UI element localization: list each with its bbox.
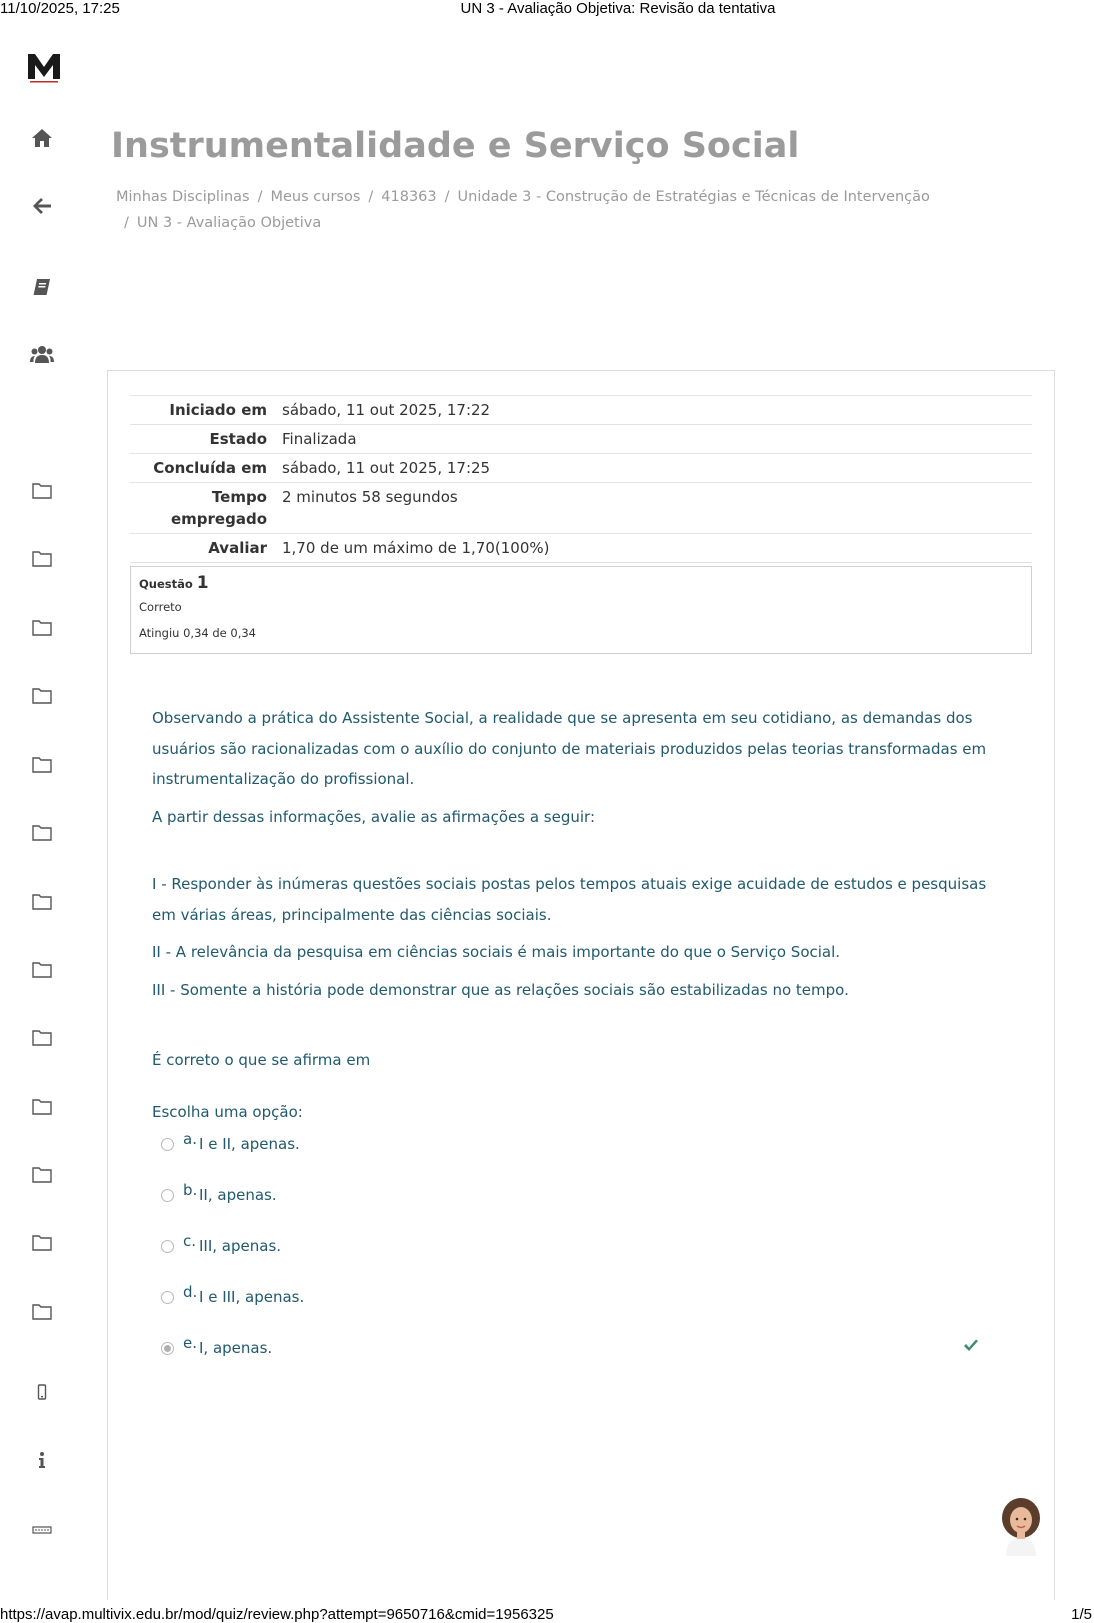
keyboard-icon[interactable]: [30, 1518, 54, 1542]
breadcrumb-separator: /: [368, 189, 374, 205]
summary-label: Avaliar: [208, 539, 267, 557]
option-c[interactable]: [152, 1232, 1012, 1286]
folder-icon[interactable]: [30, 957, 54, 981]
breadcrumb-item-avaliacao[interactable]: UN 3 - Avaliação Objetiva: [136, 215, 322, 231]
print-datetime: 11/10/2025, 17:25: [0, 0, 120, 17]
summary-row-state: [130, 425, 1032, 454]
folder-icon[interactable]: [30, 683, 54, 707]
folder-icon[interactable]: [30, 615, 54, 639]
print-page-number: 1/5: [1071, 1606, 1092, 1623]
breadcrumb: [116, 184, 1056, 236]
breadcrumb-separator: /: [444, 189, 450, 205]
option-d[interactable]: [152, 1283, 1012, 1337]
folder-icon[interactable]: [30, 820, 54, 844]
option-label: II, apenas.: [199, 1186, 277, 1204]
print-url: https://avap.multivix.edu.br/mod/quiz/review.php?attempt=9650716&cmid=1956325: [0, 1606, 554, 1623]
question-info-box: [130, 566, 1032, 654]
back-arrow-icon[interactable]: [30, 194, 54, 218]
question-state: Correto: [139, 600, 182, 614]
option-label: I e III, apenas.: [199, 1288, 305, 1306]
folder-icon[interactable]: [30, 1299, 54, 1323]
option-label: III, apenas.: [199, 1237, 282, 1255]
summary-row-time-taken: [130, 483, 1032, 534]
option-label: I e II, apenas.: [199, 1135, 300, 1153]
folder-icon[interactable]: [30, 478, 54, 502]
book-icon[interactable]: [30, 275, 54, 299]
question-ask: É correto o que se afirma em: [152, 1051, 371, 1069]
question-grade: Atingiu 0,34 de 0,34: [139, 626, 256, 640]
option-letter: b.: [183, 1181, 198, 1199]
option-a[interactable]: [152, 1130, 1012, 1184]
folder-icon[interactable]: [30, 546, 54, 570]
breadcrumb-item-disciplinas[interactable]: Minhas Disciplinas: [116, 189, 250, 205]
breadcrumb-item-unidade[interactable]: Unidade 3 - Construção de Estratégias e Técnicas de Intervenção: [457, 189, 930, 205]
sidebar: [0, 40, 86, 1595]
correct-check-icon: [963, 1338, 979, 1356]
question-text: [152, 703, 1012, 1083]
question-label: Questão: [139, 577, 193, 591]
users-icon[interactable]: [30, 342, 54, 366]
breadcrumb-item-meus-cursos[interactable]: Meus cursos: [270, 189, 361, 205]
option-label: I, apenas.: [199, 1339, 273, 1357]
info-icon[interactable]: [30, 1448, 54, 1472]
radio-button[interactable]: [161, 1138, 174, 1151]
option-letter: d.: [183, 1283, 198, 1301]
home-icon[interactable]: [30, 126, 54, 150]
summary-label: Estado: [209, 430, 267, 448]
statement-2: II - A relevância da pesquisa em ciências sociais é mais importante do que o Serviço Social.: [152, 943, 841, 961]
summary-value: Finalizada: [282, 430, 357, 448]
summary-label: Iniciado em: [169, 401, 267, 419]
option-e[interactable]: [152, 1334, 1012, 1388]
quiz-review-card: [107, 370, 1055, 1600]
folder-icon[interactable]: [30, 1162, 54, 1186]
choose-option-prompt: Escolha uma opção:: [152, 1103, 303, 1121]
question-number-value: 1: [196, 573, 209, 593]
summary-value: 1,70 de um máximo de 1,70(100%): [282, 539, 550, 557]
mobile-icon[interactable]: [30, 1380, 54, 1404]
folder-icon[interactable]: [30, 889, 54, 913]
answer-options: [152, 1130, 1012, 1388]
radio-button[interactable]: [161, 1240, 174, 1253]
statement-1: I - Responder às inúmeras questões sociais postas pelos tempos atuais exige acuidade de estudos e pesquisas em várias áreas, principalmente das ciências sociais.: [152, 875, 987, 924]
statement-3: III - Somente a história pode demonstrar que as relações sociais são estabilizadas no tempo.: [152, 980, 849, 999]
logo[interactable]: [27, 50, 61, 84]
radio-button[interactable]: [161, 1291, 174, 1304]
print-page-title: UN 3 - Avaliação Objetiva: Revisão da tentativa: [460, 0, 776, 17]
course-title: Instrumentalidade e Serviço Social: [111, 126, 800, 166]
summary-label: Tempo empregado: [170, 488, 267, 528]
option-letter: c.: [183, 1232, 197, 1250]
assistant-avatar[interactable]: [996, 1496, 1046, 1556]
summary-row-grade: [130, 534, 1032, 563]
option-b[interactable]: [152, 1181, 1012, 1235]
multivix-logo-icon: [27, 50, 61, 84]
question-intro: Observando a prática do Assistente Social, a realidade que se apresenta em seu cotidiano, as demandas dos usuários são racionalizadas com o auxílio do conjunto de materiais produzidos pelas teorias transformadas em instrumentalização do profissional.: [152, 709, 987, 788]
question-instruction: A partir dessas informações, avalie as afirmações a seguir:: [152, 807, 595, 826]
folder-icon[interactable]: [30, 1094, 54, 1118]
folder-icon[interactable]: [30, 1230, 54, 1254]
summary-label: Concluída em: [153, 459, 267, 477]
option-letter: a.: [183, 1130, 197, 1148]
summary-row-completed: [130, 454, 1032, 483]
summary-value: sábado, 11 out 2025, 17:25: [282, 459, 491, 477]
folder-icon[interactable]: [30, 752, 54, 776]
breadcrumb-separator: /: [257, 189, 263, 205]
breadcrumb-item-course-id[interactable]: 418363: [381, 189, 437, 205]
question-number: [139, 573, 1023, 593]
folder-icon[interactable]: [30, 1025, 54, 1049]
attempt-summary-table: [130, 395, 1032, 563]
option-letter: e.: [183, 1334, 197, 1352]
breadcrumb-separator: /: [124, 215, 129, 231]
summary-row-started: [130, 396, 1032, 425]
summary-value: 2 minutos 58 segundos: [282, 488, 458, 506]
radio-button[interactable]: [161, 1189, 174, 1202]
radio-button-selected[interactable]: [161, 1342, 174, 1355]
summary-value: sábado, 11 out 2025, 17:22: [282, 401, 491, 419]
